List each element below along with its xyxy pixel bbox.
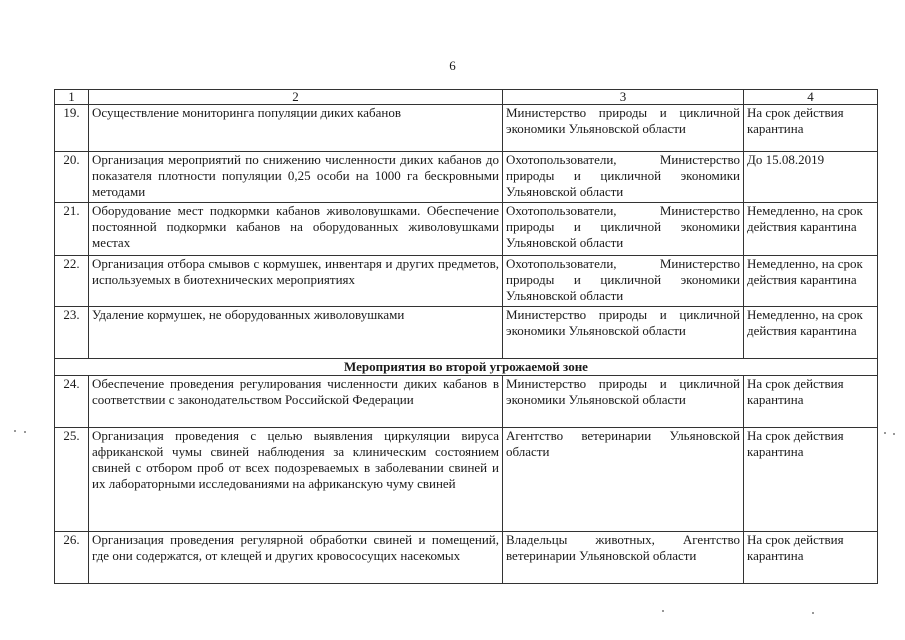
column-header: 4 <box>744 90 878 105</box>
page-number: 6 <box>449 58 456 73</box>
measure-cell: Оборудование мест подкормки кабанов живоловушками. Обеспечение постоянной подкормки кабанов на оборудованных живоловушками местах <box>89 203 503 256</box>
column-header: 3 <box>503 90 744 105</box>
section-row <box>55 359 878 376</box>
measure-cell: Удаление кормушек, не оборудованных живоловушками <box>89 307 503 359</box>
row-number: 19. <box>55 105 89 152</box>
measure-cell: Организация проведения с целью выявления циркуляции вируса африканской чумы свиней наблюдения за клиническим состоянием свиней с отбором проб от всех подозреваемых в заболевании свиней и их лабораторными исследованиями на африканскую чуму свиней <box>89 428 503 532</box>
measure-cell: Обеспечение проведения регулирования численности диких кабанов в соответствии с законодательством Российской Федерации <box>89 376 503 428</box>
deadline-cell: Немедленно, на срок действия карантина <box>744 256 878 307</box>
measure-cell: Осуществление мониторинга популяции диких кабанов <box>89 105 503 152</box>
row-number: 26. <box>55 532 89 584</box>
table-row <box>55 532 878 584</box>
executor-cell: Министерство природы и цикличной экономики Ульяновской области <box>503 105 744 152</box>
executor-cell: Охотопользователи, Министерство природы и цикличной экономики Ульяновской области <box>503 152 744 203</box>
deadline-cell: До 15.08.2019 <box>744 152 878 203</box>
executor-cell: Охотопользователи, Министерство природы и цикличной экономики Ульяновской области <box>503 256 744 307</box>
table-header-row <box>55 90 878 105</box>
deadline-cell: На срок действия карантина <box>744 428 878 532</box>
measure-cell: Организация мероприятий по снижению численности диких кабанов до показателя плотности популяции 0,25 особи на 1000 га бескровными методами <box>89 152 503 203</box>
row-number: 23. <box>55 307 89 359</box>
scan-speck <box>893 433 895 435</box>
section-title: Мероприятия во второй угрожаемой зоне <box>55 359 878 376</box>
measure-cell: Организация отбора смывов с кормушек, инвентаря и других предметов, используемых в биотехнических мероприятиях <box>89 256 503 307</box>
executor-cell: Владельцы животных, Агентство ветеринарии Ульяновской области <box>503 532 744 584</box>
executor-cell: Агентство ветеринарии Ульяновской области <box>503 428 744 532</box>
measures-table <box>54 89 878 584</box>
executor-cell: Министерство природы и цикличной экономики Ульяновской области <box>503 376 744 428</box>
scan-speck <box>662 610 664 612</box>
table-row <box>55 203 878 256</box>
scan-speck <box>14 430 16 432</box>
deadline-cell: На срок действия карантина <box>744 105 878 152</box>
row-number: 20. <box>55 152 89 203</box>
table-row <box>55 307 878 359</box>
row-number: 22. <box>55 256 89 307</box>
scan-speck <box>24 431 26 433</box>
deadline-cell: Немедленно, на срок действия карантина <box>744 307 878 359</box>
table-row <box>55 152 878 203</box>
executor-cell: Министерство природы и цикличной экономики Ульяновской области <box>503 307 744 359</box>
row-number: 21. <box>55 203 89 256</box>
column-header: 2 <box>89 90 503 105</box>
deadline-cell: На срок действия карантина <box>744 376 878 428</box>
deadline-cell: Немедленно, на срок действия карантина <box>744 203 878 256</box>
table-row <box>55 376 878 428</box>
row-number: 25. <box>55 428 89 532</box>
measure-cell: Организация проведения регулярной обработки свиней и помещений, где они содержатся, от клещей и других кровососущих насекомых <box>89 532 503 584</box>
column-header: 1 <box>55 90 89 105</box>
scan-speck <box>812 612 814 614</box>
executor-cell: Охотопользователи, Министерство природы и цикличной экономики Ульяновской области <box>503 203 744 256</box>
scan-speck <box>884 432 886 434</box>
table-row <box>55 256 878 307</box>
row-number: 24. <box>55 376 89 428</box>
table-row <box>55 428 878 532</box>
table-row <box>55 105 878 152</box>
deadline-cell: На срок действия карантина <box>744 532 878 584</box>
